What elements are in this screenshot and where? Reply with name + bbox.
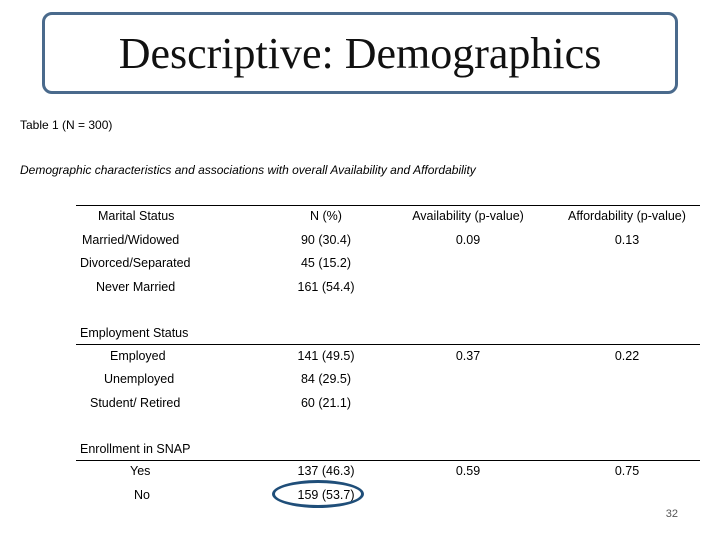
row-affordability: 0.22 <box>614 349 640 363</box>
row-n: 137 (46.3) <box>297 464 355 478</box>
row-n: 161 (54.4) <box>297 280 355 294</box>
title-box <box>42 12 678 94</box>
row-affordability: 0.75 <box>614 464 640 478</box>
row-availability: 0.59 <box>455 464 481 478</box>
header-marital-status: Marital Status <box>98 209 175 223</box>
table-top-rule <box>76 205 700 206</box>
slide-number: 32 <box>665 508 678 520</box>
row-label: Divorced/Separated <box>80 256 191 270</box>
row-label: Never Married <box>96 280 176 294</box>
section-title-employment: Employment Status <box>80 326 189 340</box>
row-n: 159 (53.7) <box>297 488 355 502</box>
section-rule-snap <box>76 460 700 461</box>
row-label: Yes <box>130 464 151 478</box>
row-availability: 0.37 <box>455 349 481 363</box>
row-availability: 0.09 <box>455 233 481 247</box>
header-availability: Availability (p-value) <box>412 209 524 223</box>
section-rule-employment <box>76 344 700 345</box>
row-n: 84 (29.5) <box>300 372 352 386</box>
header-n: N (%) <box>310 209 342 223</box>
highlight-oval <box>272 480 364 508</box>
row-n: 141 (49.5) <box>297 349 355 363</box>
row-n: 90 (30.4) <box>300 233 352 247</box>
table-caption: Demographic characteristics and associations with overall Availability and Affordability <box>20 163 476 177</box>
table-label: Table 1 (N = 300) <box>20 118 113 132</box>
row-n: 45 (15.2) <box>300 256 352 270</box>
section-title-snap: Enrollment in SNAP <box>80 442 191 456</box>
header-affordability: Affordability (p-value) <box>568 209 686 223</box>
row-label: Unemployed <box>104 372 175 386</box>
row-n: 60 (21.1) <box>300 396 352 410</box>
row-label: Married/Widowed <box>82 233 180 247</box>
slide-title: Descriptive: Demographics <box>118 28 602 78</box>
row-label: Employed <box>110 349 166 363</box>
row-label: Student/ Retired <box>90 396 181 410</box>
row-label: No <box>134 488 150 502</box>
row-affordability: 0.13 <box>614 233 640 247</box>
